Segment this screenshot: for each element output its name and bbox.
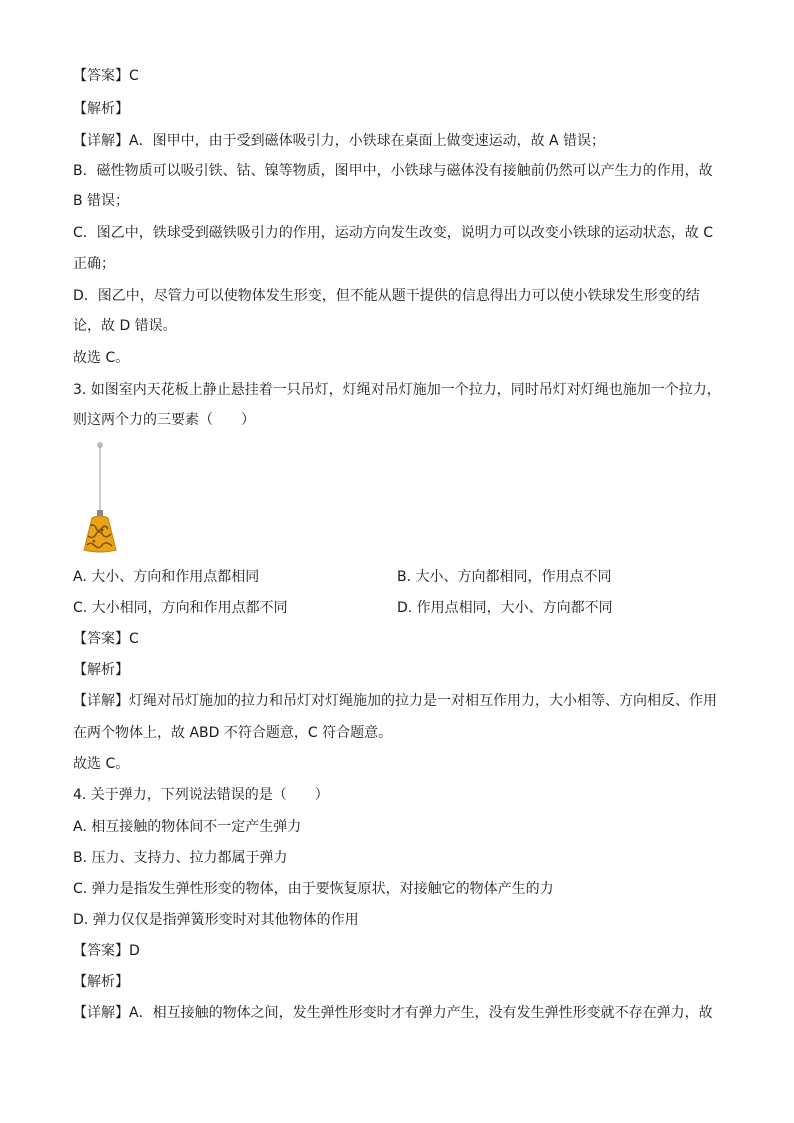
q2-detail-line-5: 正确； xyxy=(73,256,115,272)
q2-answer: 【答案】C xyxy=(73,68,139,84)
q3-answer: 【答案】C xyxy=(73,631,139,647)
q3-conclusion: 故选 C。 xyxy=(73,756,130,772)
q3-option-c: C. 大小相同，方向和作用点都不同 xyxy=(73,600,288,616)
q3-option-d: D. 作用点相同，大小、方向都不同 xyxy=(397,600,613,616)
q4-option-a: A. 相互接触的物体间不一定产生弹力 xyxy=(73,819,302,835)
q4-detail-line-1: 【详解】A．相互接触的物体之间，发生弹性形变时才有弹力产生，没有发生弹性形变就不存在弹力，故 xyxy=(73,1005,713,1021)
q2-detail-line-3: B 错误； xyxy=(73,193,130,209)
pendant-lamp-image xyxy=(80,442,120,554)
q3-analysis: 【解析】 xyxy=(73,662,129,678)
q3-stem-line-2: 则这两个力的三要素（ ） xyxy=(73,412,255,428)
q2-detail-line-6: D．图乙中，尽管力可以使物体发生形变，但不能从题干提供的信息得出力可以使小铁球发生形变的结 xyxy=(73,288,700,304)
q3-option-b: B. 大小、方向都相同，作用点不同 xyxy=(397,569,612,585)
q2-detail-line-2: B．磁性物质可以吸引铁、钴、镍等物质，图甲中，小铁球与磁体没有接触前仍然可以产生力的作用，故 xyxy=(73,163,713,179)
q3-stem-line-1: 3. 如图室内天花板上静止悬挂着一只吊灯，灯绳对吊灯施加一个拉力，同时吊灯对灯绳也施加一个拉力， xyxy=(73,382,721,398)
q4-option-c: C. 弹力是指发生弹性形变的物体，由于要恢复原状，对接触它的物体产生的力 xyxy=(73,881,554,897)
q2-detail-line-4: C．图乙中，铁球受到磁铁吸引力的作用，运动方向发生改变，说明力可以改变小铁球的运动状态，故 C xyxy=(73,225,713,241)
q2-detail-line-1: 【详解】A．图甲中，由于受到磁体吸引力，小铁球在桌面上做变速运动，故 A 错误； xyxy=(73,133,606,149)
q4-option-d: D. 弹力仅仅是指弹簧形变时对其他物体的作用 xyxy=(73,912,359,928)
q2-analysis: 【解析】 xyxy=(73,101,129,117)
q2-detail-line-7: 论，故 D 错误。 xyxy=(73,318,177,334)
q4-analysis: 【解析】 xyxy=(73,974,129,990)
q3-detail-line-2: 在两个物体上，故 ABD 不符合题意，C 符合题意。 xyxy=(73,725,393,741)
q4-answer: 【答案】D xyxy=(73,943,140,959)
q3-detail-line-1: 【详解】灯绳对吊灯施加的拉力和吊灯对灯绳施加的拉力是一对相互作用力，大小相等、方向相反、作用 xyxy=(73,693,717,709)
q4-option-b: B. 压力、支持力、拉力都属于弹力 xyxy=(73,850,288,866)
q2-conclusion: 故选 C。 xyxy=(73,350,130,366)
q3-option-a: A. 大小、方向和作用点都相同 xyxy=(73,569,260,585)
q4-stem: 4. 关于弹力，下列说法错误的是（ ） xyxy=(73,787,329,803)
